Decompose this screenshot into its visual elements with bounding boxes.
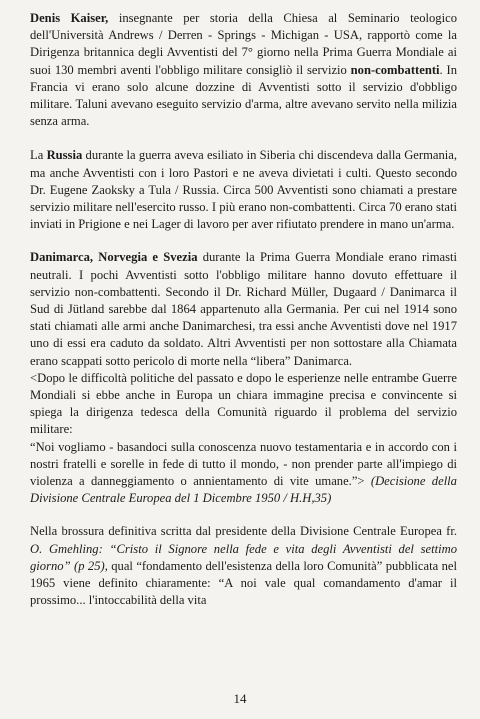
quote-text: “Noi vogliamo - basandoci sulla conoscenza nuovo testamentaria e in accordo con i nostri fratelli e sorelle in fede di tutto il mondo, - non prender parte all'impiego di violenza a danneggiamento o annientamento di vite umane.”> xyxy=(30,439,457,489)
paragraph-text: . In Francia vi erano solo alcune dozzine di Avventisti sotto il servizio d'obbligo militare. Taluni avevano eseguito servizio d'arma, altre avevano servito nella milizia senza arma. xyxy=(30,62,457,129)
country-name: Russia xyxy=(46,148,83,163)
page-number: 14 xyxy=(233,691,247,706)
author-name: Denis Kaiser, xyxy=(30,11,109,25)
paragraph-postwar xyxy=(30,370,457,439)
paragraph-kaiser xyxy=(30,10,457,130)
paragraph-text: durante la Prima Guerra Mondiale erano rimasti neutrali. I pochi Avventisti sotto l'obbligo militare hanno dovuto effettuare il servizio non-combattenti. Secondo il Dr. Richard Müller, Dugaard / Danimarca il Sud di Jütland sarebbe dal 1864 appartenuto alla Germania. Per cui nel 1914 sono stati chiamati alle armi anche Danimarchesi, tra essi anche Avventisti dove nel 1917 uno di essi era caduto da soldato. Altri Avventisti per non sottostare alla Chiamata erano scappati sotto pericolo di morte nella “libera” Danimarca. xyxy=(30,250,457,368)
paragraph-text: <Dopo le difficoltà politiche del passato e dopo le esperienze nelle entrambe Guerre Mondiali si ebbe anche in Europa un chiara immagine precisa e convincente si spiega la dirigenza tedesca della Comunità riguardo il problema del servizio militare: xyxy=(30,370,457,437)
paragraph-text: insegnante per storia della Chiesa al Seminario teologico dell'Università Andrews / Derren - Springs - Michigan - USA, rapportò come la Dirigenza britannica degli Avventisti del 7° giorno nella Prima Guerra Mondiale ai suoi 130 membri aventi l'obbligo militare consigliò il servizio xyxy=(30,11,457,77)
paragraph-text: durante la guerra aveva esiliato in Siberia chi discendeva dalla Germania, ma anche Avventisti con i loro Pastori e ne aveva divietati i culti. Questo secondo Dr. Eugene Zaoksky a Tula / Russia. Circa 500 Avventisti sono chiamati a prestare servizio militare nell'esercito russo. I più erano non-combattenti. Circa 70 erano stati inviati in Prigione e nei Lager di lavoro per aver rifiutato prendere in mano un'arma. xyxy=(30,148,458,232)
citation: (Decisione della Divisione Centrale Europea del 1 Dicembre 1950 / H.H,35) xyxy=(30,474,457,506)
emphasis-text: non-combattenti xyxy=(350,62,440,77)
paragraph-brochure xyxy=(30,523,457,609)
paragraph-text: Nella brossura definitiva scritta dal presidente della Divisione Centrale Europea fr. xyxy=(30,524,457,539)
paragraph-russia xyxy=(30,147,457,233)
book-title: O. Gmehling: “Cristo il Signore nella fede e vita degli Avventisti del settimo giorno” (p 25) xyxy=(30,541,457,573)
paragraph-text: La xyxy=(30,148,47,163)
paragraph-scandinavia xyxy=(30,249,457,369)
document-body xyxy=(30,10,457,610)
paragraph-quote xyxy=(30,439,457,508)
paragraph-text: , qual “fondamento dell'esistenza della loro Comunità” pubblicata nel 1965 viene definito chiaramente: “A noi vale qual comandamento d'amar il prossimo... l'intoccabilità della vita xyxy=(30,558,457,608)
country-names: Danimarca, Norvegia e Svezia xyxy=(30,250,198,265)
